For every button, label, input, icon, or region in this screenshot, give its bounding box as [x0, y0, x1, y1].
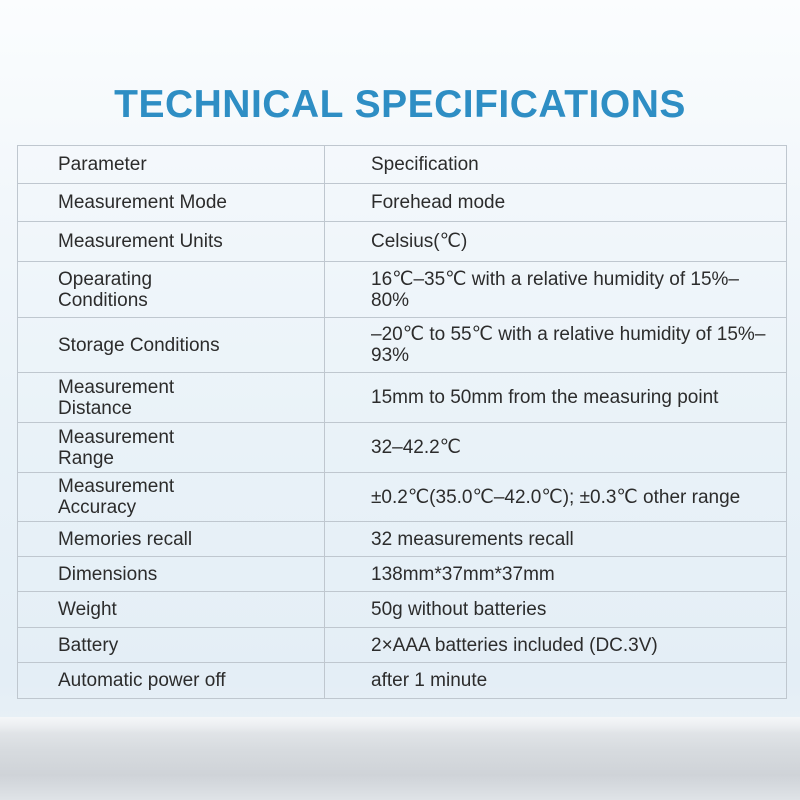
row-parameter-text: Measurement Distance	[58, 376, 175, 419]
row-parameter: Dimensions	[18, 557, 325, 592]
row-parameter	[18, 423, 325, 473]
row-parameter: Weight	[18, 592, 325, 628]
row-parameter-text: Measurement Range	[58, 426, 175, 469]
spec-table	[17, 145, 787, 699]
row-specification: 15mm to 50mm from the measuring point	[325, 373, 787, 423]
row-parameter: Battery	[18, 628, 325, 663]
table-row	[18, 184, 787, 222]
table-row	[18, 373, 787, 423]
row-parameter-text: Measurement Accuracy	[58, 476, 175, 518]
table-row	[18, 318, 787, 373]
header-specification: Specification	[325, 146, 787, 184]
row-specification-text: 16℃–35℃ with a relative humidity of 15%–80%	[371, 268, 739, 311]
row-specification: 2×AAA batteries included (DC.3V)	[325, 628, 787, 663]
table-row	[18, 222, 787, 262]
row-parameter-text: Opearating Conditions	[58, 268, 153, 311]
row-parameter: Memories recall	[18, 522, 325, 557]
table-row	[18, 663, 787, 699]
table-header-row	[18, 146, 787, 184]
row-specification: 32 measurements recall	[325, 522, 787, 557]
bottom-background-band	[0, 717, 800, 800]
row-parameter: Storage Conditions	[18, 318, 325, 373]
table-row	[18, 262, 787, 318]
table-row	[18, 473, 787, 522]
row-parameter: Measurement Units	[18, 222, 325, 262]
table-row	[18, 557, 787, 592]
row-specification: Forehead mode	[325, 184, 787, 222]
table-row	[18, 423, 787, 473]
table-row	[18, 522, 787, 557]
row-parameter	[18, 473, 325, 522]
row-specification	[325, 318, 787, 373]
page-title: TECHNICAL SPECIFICATIONS	[114, 83, 686, 126]
row-specification-text: –20℃ to 55℃ with a relative humidity of 15%–93%	[371, 324, 766, 366]
header-parameter: Parameter	[18, 146, 325, 184]
row-parameter: Measurement Mode	[18, 184, 325, 222]
table-row	[18, 628, 787, 663]
row-specification: 138mm*37mm*37mm	[325, 557, 787, 592]
row-specification: 50g without batteries	[325, 592, 787, 628]
row-specification: after 1 minute	[325, 663, 787, 699]
row-specification: ±0.2℃(35.0℃–42.0℃); ±0.3℃ other range	[325, 473, 787, 522]
row-parameter	[18, 262, 325, 318]
row-parameter: Automatic power off	[18, 663, 325, 699]
table-row	[18, 592, 787, 628]
row-specification: Celsius(℃)	[325, 222, 787, 262]
row-specification	[325, 262, 787, 318]
row-specification: 32–42.2℃	[325, 423, 787, 473]
row-parameter	[18, 373, 325, 423]
